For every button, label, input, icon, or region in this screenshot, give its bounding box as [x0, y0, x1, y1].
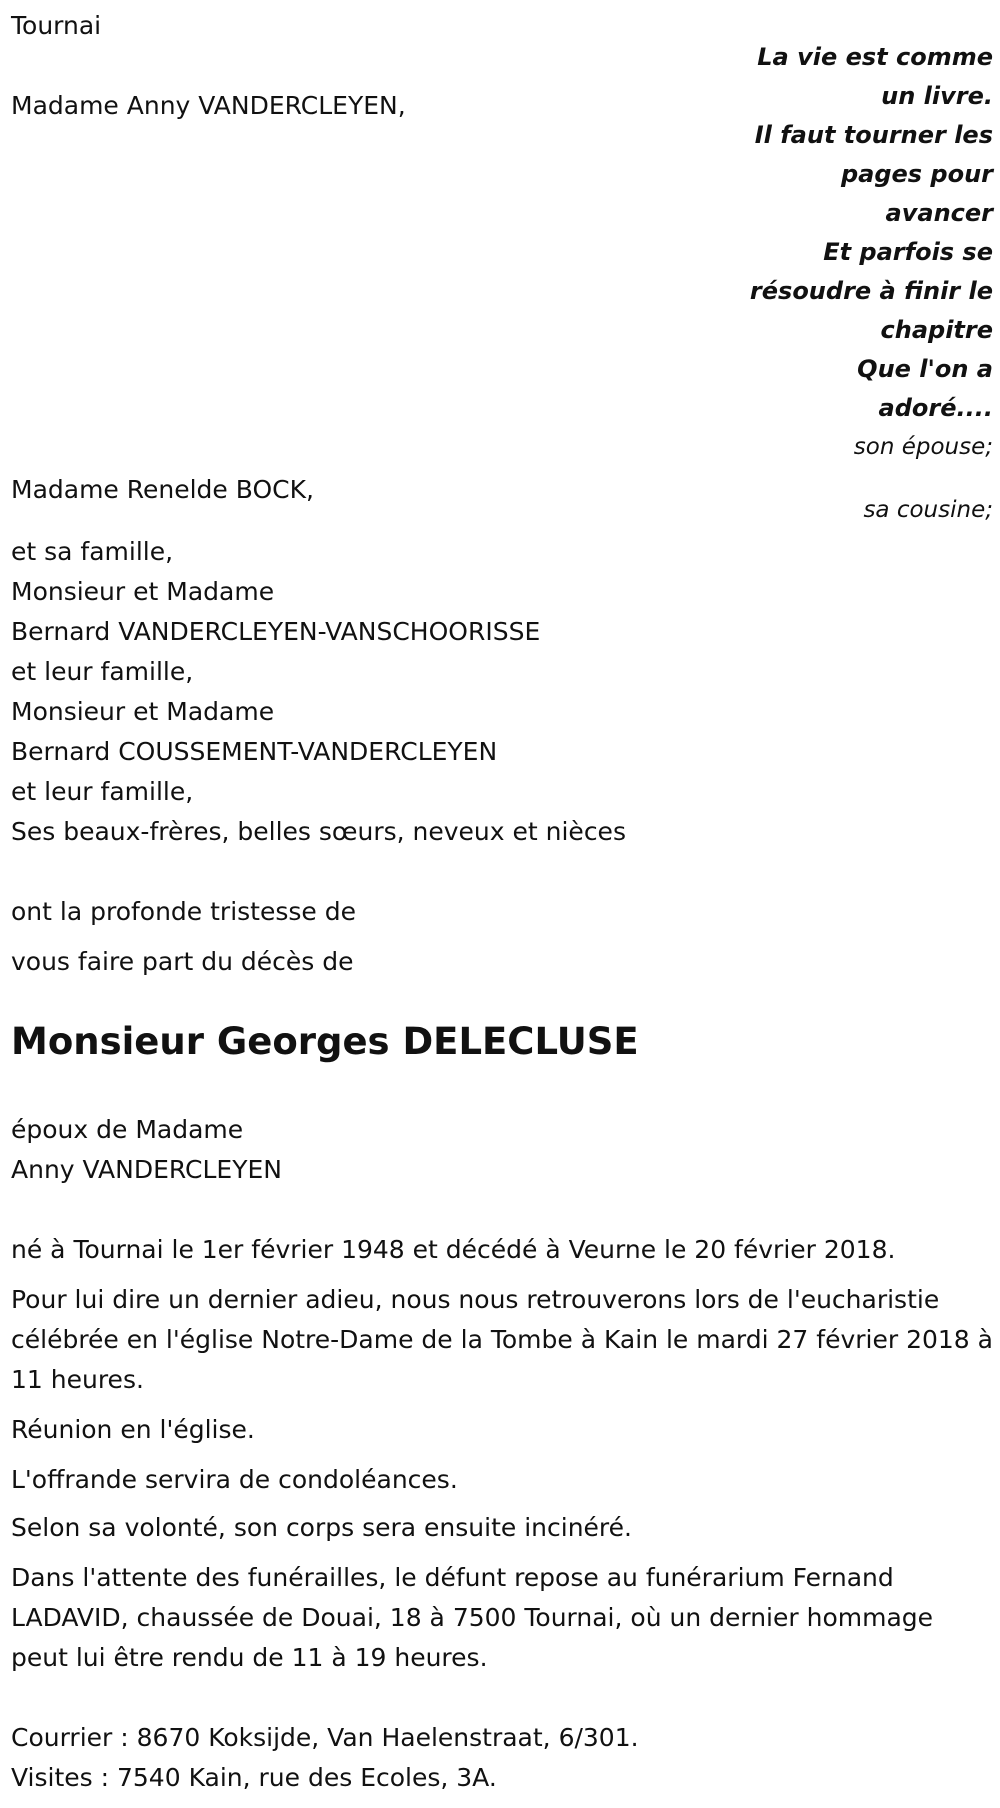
announcement-line: vous faire part du décès de — [11, 947, 354, 976]
cousin-role: sa cousine; — [863, 497, 993, 523]
poem-line: pages pour — [840, 160, 993, 188]
family-line: Monsieur et Madame — [11, 697, 275, 726]
poem-line: Et parfois se — [823, 238, 993, 266]
poem-line: avancer — [885, 199, 993, 227]
family-line: Monsieur et Madame — [11, 577, 275, 606]
family-line: Bernard COUSSEMENT-VANDERCLEYEN — [11, 737, 498, 766]
deceased-name: Monsieur Georges DELECLUSE — [11, 1020, 639, 1063]
poem-quote — [743, 38, 993, 428]
announcement-line: ont la profonde tristesse de — [11, 897, 356, 926]
cousin-name: Madame Renelde BOCK, — [11, 475, 314, 504]
offering-text: L'offrande servira de condoléances. — [11, 1465, 458, 1494]
spouse-name: Madame Anny VANDERCLEYEN, — [11, 91, 406, 120]
poem-line: adoré.... — [878, 394, 993, 422]
poem-line: un livre. — [881, 82, 993, 110]
rest-text: Dans l'attente des funérailles, le défunt repose au funérarium Fernand LADAVID, chaussée de Douai, 18 à 7500 Tournai, où un dernier hommage peut lui être rendu de 11 à 19 heures. — [11, 1563, 934, 1672]
visit-address: Visites : 7540 Kain, rue des Ecoles, 3A. — [11, 1763, 497, 1792]
family-line: et leur famille, — [11, 657, 194, 686]
deceased-spouse-line: Anny VANDERCLEYEN — [11, 1155, 282, 1184]
family-line: Bernard VANDERCLEYEN-VANSCHOORISSE — [11, 617, 541, 646]
poem-line: Que l'on a — [857, 355, 993, 383]
poem-line: résoudre à finir le — [749, 277, 993, 305]
family-line: Ses beaux-frères, belles sœurs, neveux et nièces — [11, 817, 626, 846]
cremation-text: Selon sa volonté, son corps sera ensuite incinéré. — [11, 1513, 632, 1542]
birth-death-text: né à Tournai le 1er février 1948 et décédé à Veurne le 20 février 2018. — [11, 1235, 896, 1264]
city-label: Tournai — [11, 11, 102, 40]
family-line: et sa famille, — [11, 537, 174, 566]
poem-line: La vie est comme — [757, 43, 993, 71]
family-line: et leur famille, — [11, 777, 194, 806]
deceased-spouse-line: époux de Madame — [11, 1115, 244, 1144]
poem-line: Il faut tourner les — [754, 121, 993, 149]
mail-address: Courrier : 8670 Koksijde, Van Haelenstraat, 6/301. — [11, 1723, 639, 1752]
ceremony-text: Pour lui dire un dernier adieu, nous nous retrouverons lors de l'eucharistie célébrée en l'église Notre-Dame de la Tombe à Kain le mardi 27 février 2018 à 11 heures. — [11, 1285, 993, 1394]
spouse-role: son épouse; — [853, 434, 993, 460]
meeting-text: Réunion en l'église. — [11, 1415, 255, 1444]
poem-line: chapitre — [880, 316, 993, 344]
